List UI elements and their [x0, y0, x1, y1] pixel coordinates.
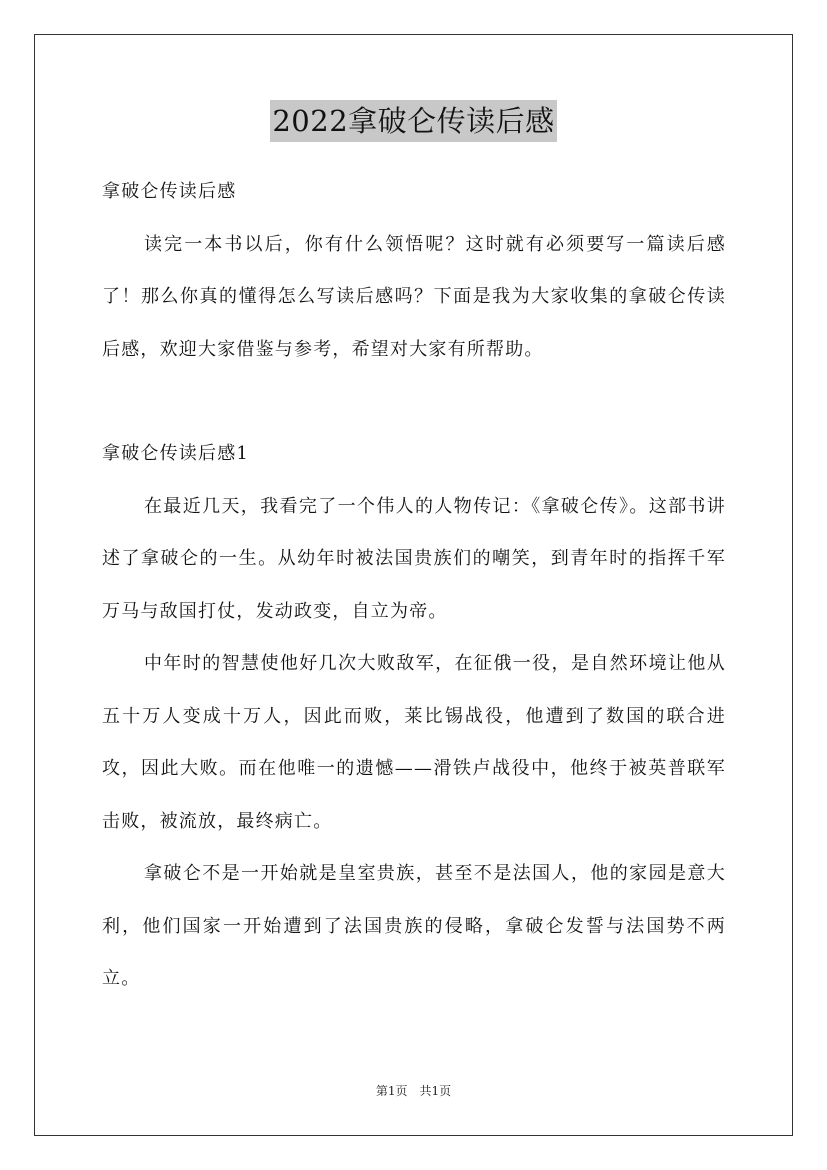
section-heading: 拿破仑传读后感1: [102, 443, 250, 464]
body-paragraph-1: 在最近几天，我看完了一个伟人的人物传记：《拿破仑传》。这部书讲述了拿破仑的一生。从幼年时被法国贵族们的嘲笑，到青年时的指挥千军万马与敌国打仗，发动政变，自立为帝。: [102, 495, 726, 622]
body-paragraph-3: 拿破仑不是一开始就是皇室贵族，甚至不是法国人，他的家园是意大利，他们国家一开始遭到了法国贵族的侵略，拿破仑发誓与法国势不两立。: [102, 863, 726, 989]
document-title: 2022拿破仑传读后感: [270, 100, 556, 142]
document-body: [102, 166, 726, 1006]
intro-paragraph: 读完一本书以后，你有什么领悟呢？这时就有必须要写一篇读后感了！那么你真的懂得怎么写读后感吗？下面是我为大家收集的拿破仑传读后感，欢迎大家借鉴与参考，希望对大家有所帮助。: [102, 233, 726, 360]
page-footer: [0, 1082, 827, 1099]
document-subtitle: 拿破仑传读后感: [102, 181, 237, 202]
body-paragraph-2: 中年时的智慧使他好几次大败敌军，在征俄一役，是自然环境让他从五十万人变成十万人，因此而败，莱比锡战役，他遭到了数国的联合进攻，因此大败。而在他唯一的遗憾——滑铁卢战役中，他终于被英普联军击败，被流放，最终病亡。: [102, 653, 726, 832]
title-container: [0, 100, 827, 142]
page-number: 第1页: [375, 1084, 408, 1098]
page-total: 共1页: [419, 1084, 452, 1098]
paragraph-gap: [102, 376, 726, 428]
